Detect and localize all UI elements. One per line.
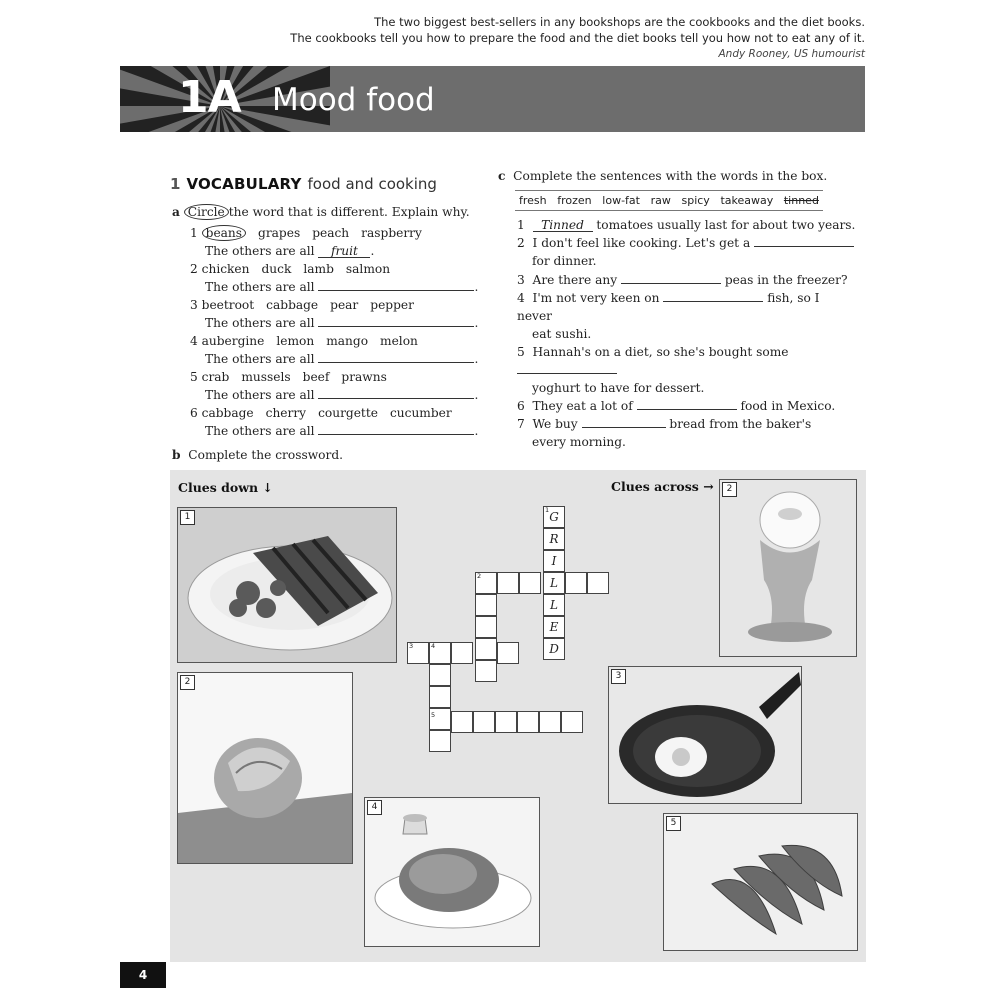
sentence-text: They eat a lot of (532, 399, 633, 413)
unit-code: 1A (178, 72, 241, 123)
crossword-cell[interactable] (497, 642, 519, 664)
crossword-cell[interactable] (565, 572, 587, 594)
crossword-cell[interactable] (561, 711, 583, 733)
box-word: fresh (519, 194, 547, 207)
exercise-b-label: b (172, 448, 181, 462)
crossword-cell[interactable] (475, 572, 497, 594)
crossword-cell[interactable] (475, 638, 497, 660)
sentence-text: tomatoes usually last for about two years. (596, 218, 856, 232)
sentence-number: 7 (517, 417, 525, 431)
box-word: takeaway (720, 194, 774, 207)
others-text: The others are all (205, 244, 315, 258)
crossword-cell[interactable] (473, 711, 495, 733)
cell-number: 3 (409, 642, 414, 650)
photo-number: 2 (180, 675, 195, 690)
answer-blank[interactable] (663, 290, 763, 302)
crossword-cell[interactable] (429, 642, 451, 664)
item-word: lamb (303, 262, 334, 276)
answer-blank[interactable] (621, 272, 721, 284)
crossword-panel (170, 470, 866, 962)
photo-number: 2 (722, 482, 737, 497)
cell-letter: D (549, 642, 559, 656)
box-word-used: tinned (783, 194, 819, 207)
sentence-text: fish, so I never (517, 291, 820, 323)
answer-blank[interactable]: Tinned (533, 219, 593, 232)
sentence-continuation: eat sushi. (532, 327, 592, 341)
crossword-cell[interactable] (519, 572, 541, 594)
quote-attribution: Andy Rooney, US humourist (718, 48, 865, 60)
item-word: aubergine (201, 334, 265, 348)
unit-banner (120, 66, 865, 132)
sentence-2 (517, 234, 857, 252)
crossword-cell[interactable] (543, 572, 565, 594)
sentence-text: I'm not very keen on (532, 291, 660, 305)
exercise-a-label: a (172, 205, 180, 219)
cell-letter: L (550, 598, 558, 612)
crossword-cell[interactable] (543, 638, 565, 660)
item-word: prawns (341, 370, 387, 384)
sentence-6 (517, 397, 857, 415)
section-heading (170, 175, 437, 193)
clues-down-label: Clues down (178, 480, 259, 495)
item-number: 1 (190, 226, 198, 240)
answer-blank[interactable] (637, 398, 737, 410)
crossword-cell[interactable] (539, 711, 561, 733)
cell-number: 2 (477, 572, 482, 580)
box-word: frozen (557, 194, 592, 207)
item-number: 3 (190, 298, 198, 312)
item-word: mango (326, 334, 369, 348)
item-word: courgette (318, 406, 378, 420)
answer-blank[interactable] (754, 235, 854, 247)
arrow-right-icon: → (703, 479, 714, 494)
others-text: The others are all (205, 316, 315, 330)
item-word: pear (330, 298, 359, 312)
sentence-text: Hannah's on a diet, so she's bought some (532, 345, 789, 359)
section-keyword: VOCABULARY (186, 175, 302, 193)
answer-blank[interactable] (318, 351, 474, 363)
circled-answer: beans (202, 225, 246, 241)
crossword-cell[interactable] (429, 664, 451, 686)
sentence-7 (517, 415, 857, 433)
page-number: 4 (120, 962, 166, 988)
exercise-c-instruction (498, 167, 827, 185)
item-number: 2 (190, 262, 198, 276)
item-word: crab (201, 370, 230, 384)
item-number: 4 (190, 334, 198, 348)
sentence-5 (517, 343, 857, 379)
sentence-number: 1 (517, 218, 525, 232)
crossword-cell[interactable] (543, 594, 565, 616)
photo-number: 1 (180, 510, 195, 525)
answer-blank[interactable] (318, 279, 474, 291)
arrow-down-icon: ↓ (262, 480, 273, 495)
unit-title: Mood food (272, 82, 435, 118)
others-text: The others are all (205, 352, 315, 366)
sentence-text: food in Mexico. (740, 399, 836, 413)
others-text: The others are all (205, 424, 315, 438)
sentence-text: bread from the baker's (669, 417, 812, 431)
item-word: mussels (241, 370, 291, 384)
quote-line-2: The cookbooks tell you how to prepare the food and the diet books tell you how not to eat any of it. (290, 31, 865, 45)
box-word: raw (650, 194, 671, 207)
crossword-cell[interactable] (543, 506, 565, 528)
cell-letter: G (549, 510, 559, 524)
sentence-text: Are there any (532, 273, 618, 287)
crossword-cell[interactable] (407, 642, 429, 664)
cell-letter: L (550, 576, 558, 590)
list-item: 6 cabbage cherry courgette cucumber The others are all . (190, 406, 479, 438)
item-word: lemon (276, 334, 315, 348)
sentence-continuation: every morning. (532, 435, 626, 449)
item-word: salmon (345, 262, 391, 276)
sentence-text: I don't feel like cooking. Let's get a (532, 236, 751, 250)
item-word: melon (380, 334, 418, 348)
epigraph-quote (105, 14, 865, 62)
item-word: cabbage (201, 406, 254, 420)
cell-letter: E (549, 620, 559, 634)
sentence-number: 6 (517, 399, 525, 413)
crossword-cell[interactable] (495, 711, 517, 733)
clues-across-label: Clues across (611, 479, 699, 494)
box-word: low-fat (602, 194, 640, 207)
crossword-cell[interactable] (497, 572, 519, 594)
sentence-text: peas in the freezer? (724, 273, 848, 287)
crossword-cell[interactable] (429, 686, 451, 708)
others-text: The others are all (205, 280, 315, 294)
answer-blank[interactable] (318, 315, 474, 327)
others-text: The others are all (205, 388, 315, 402)
item-word: beetroot (201, 298, 255, 312)
item-word: cucumber (389, 406, 452, 420)
item-word: pepper (370, 298, 414, 312)
sentence-text: We buy (532, 417, 578, 431)
answer-blank[interactable]: fruit (318, 245, 370, 258)
exercise-b-instruction (172, 446, 343, 464)
crossword-grid (170, 470, 866, 962)
answer-blank[interactable] (318, 423, 474, 435)
item-word: chicken (201, 262, 250, 276)
cell-number: 4 (431, 642, 436, 650)
exercise-c-text: Complete the sentences with the words in the box. (513, 169, 828, 183)
crossword-cell[interactable] (451, 711, 473, 733)
cell-number: 5 (431, 711, 436, 719)
sentence-4 (517, 289, 857, 325)
crossword-cell[interactable] (475, 616, 497, 638)
cell-letter: R (549, 532, 559, 546)
item-number: 5 (190, 370, 198, 384)
item-word: cherry (265, 406, 307, 420)
photo-number: 4 (367, 800, 382, 815)
item-word: duck (261, 262, 292, 276)
exercise-a-text: the word that is different. Explain why. (228, 205, 470, 219)
crossword-cell[interactable] (587, 572, 609, 594)
crossword-cell[interactable] (543, 616, 565, 638)
answer-blank[interactable] (318, 387, 474, 399)
item-word: beef (302, 370, 330, 384)
crossword-cell[interactable] (429, 730, 451, 752)
exercise-c-label: c (498, 169, 506, 183)
item-word: raspberry (361, 226, 422, 240)
list-item: 5 crab mussels beef prawns The others are all . (190, 370, 479, 402)
sentence-number: 5 (517, 345, 525, 359)
crossword-cell[interactable] (517, 711, 539, 733)
sentence-number: 3 (517, 273, 525, 287)
quote-line-1: The two biggest best-sellers in any bookshops are the cookbooks and the diet books. (374, 15, 865, 29)
crossword-cell[interactable] (543, 550, 565, 572)
exercise-b-text: Complete the crossword. (188, 448, 343, 462)
answer-blank[interactable] (517, 362, 617, 374)
list-item: 4 aubergine lemon mango melon The others are all . (190, 334, 479, 366)
circle-word: Circle (184, 204, 229, 220)
sentence-3 (517, 271, 857, 289)
photo-number: 5 (666, 816, 681, 831)
item-word: cabbage (266, 298, 319, 312)
crossword-cell[interactable] (451, 642, 473, 664)
exercise-c-list (517, 216, 857, 451)
item-word: grapes (258, 226, 301, 240)
crossword-cell[interactable] (475, 594, 497, 616)
exercise-a-list (190, 224, 480, 440)
list-item: 3 beetroot cabbage pear pepper The others are all . (190, 298, 479, 330)
exercise-a-instruction (172, 203, 470, 221)
crossword-cell[interactable] (475, 660, 497, 682)
item-word: peach (312, 226, 350, 240)
list-item: 1 beans grapes peach raspberry The others are all fruit . (190, 226, 422, 258)
photo-number: 3 (611, 669, 626, 684)
section-subtitle: food and cooking (307, 175, 437, 193)
box-word: spicy (681, 194, 710, 207)
crossword-cell[interactable] (543, 528, 565, 550)
list-item: 2 chicken duck lamb salmon The others are all . (190, 262, 479, 294)
word-box (515, 190, 823, 211)
section-number: 1 (170, 175, 181, 193)
sentence-continuation: yoghurt to have for dessert. (532, 381, 705, 395)
item-number: 6 (190, 406, 198, 420)
sentence-number: 4 (517, 291, 525, 305)
answer-blank[interactable] (582, 416, 666, 428)
sentence-continuation: for dinner. (532, 254, 597, 268)
cell-number: 1 (545, 506, 550, 514)
sentence-number: 2 (517, 236, 525, 250)
sentence-1 (517, 216, 857, 234)
cell-letter: I (551, 554, 557, 568)
